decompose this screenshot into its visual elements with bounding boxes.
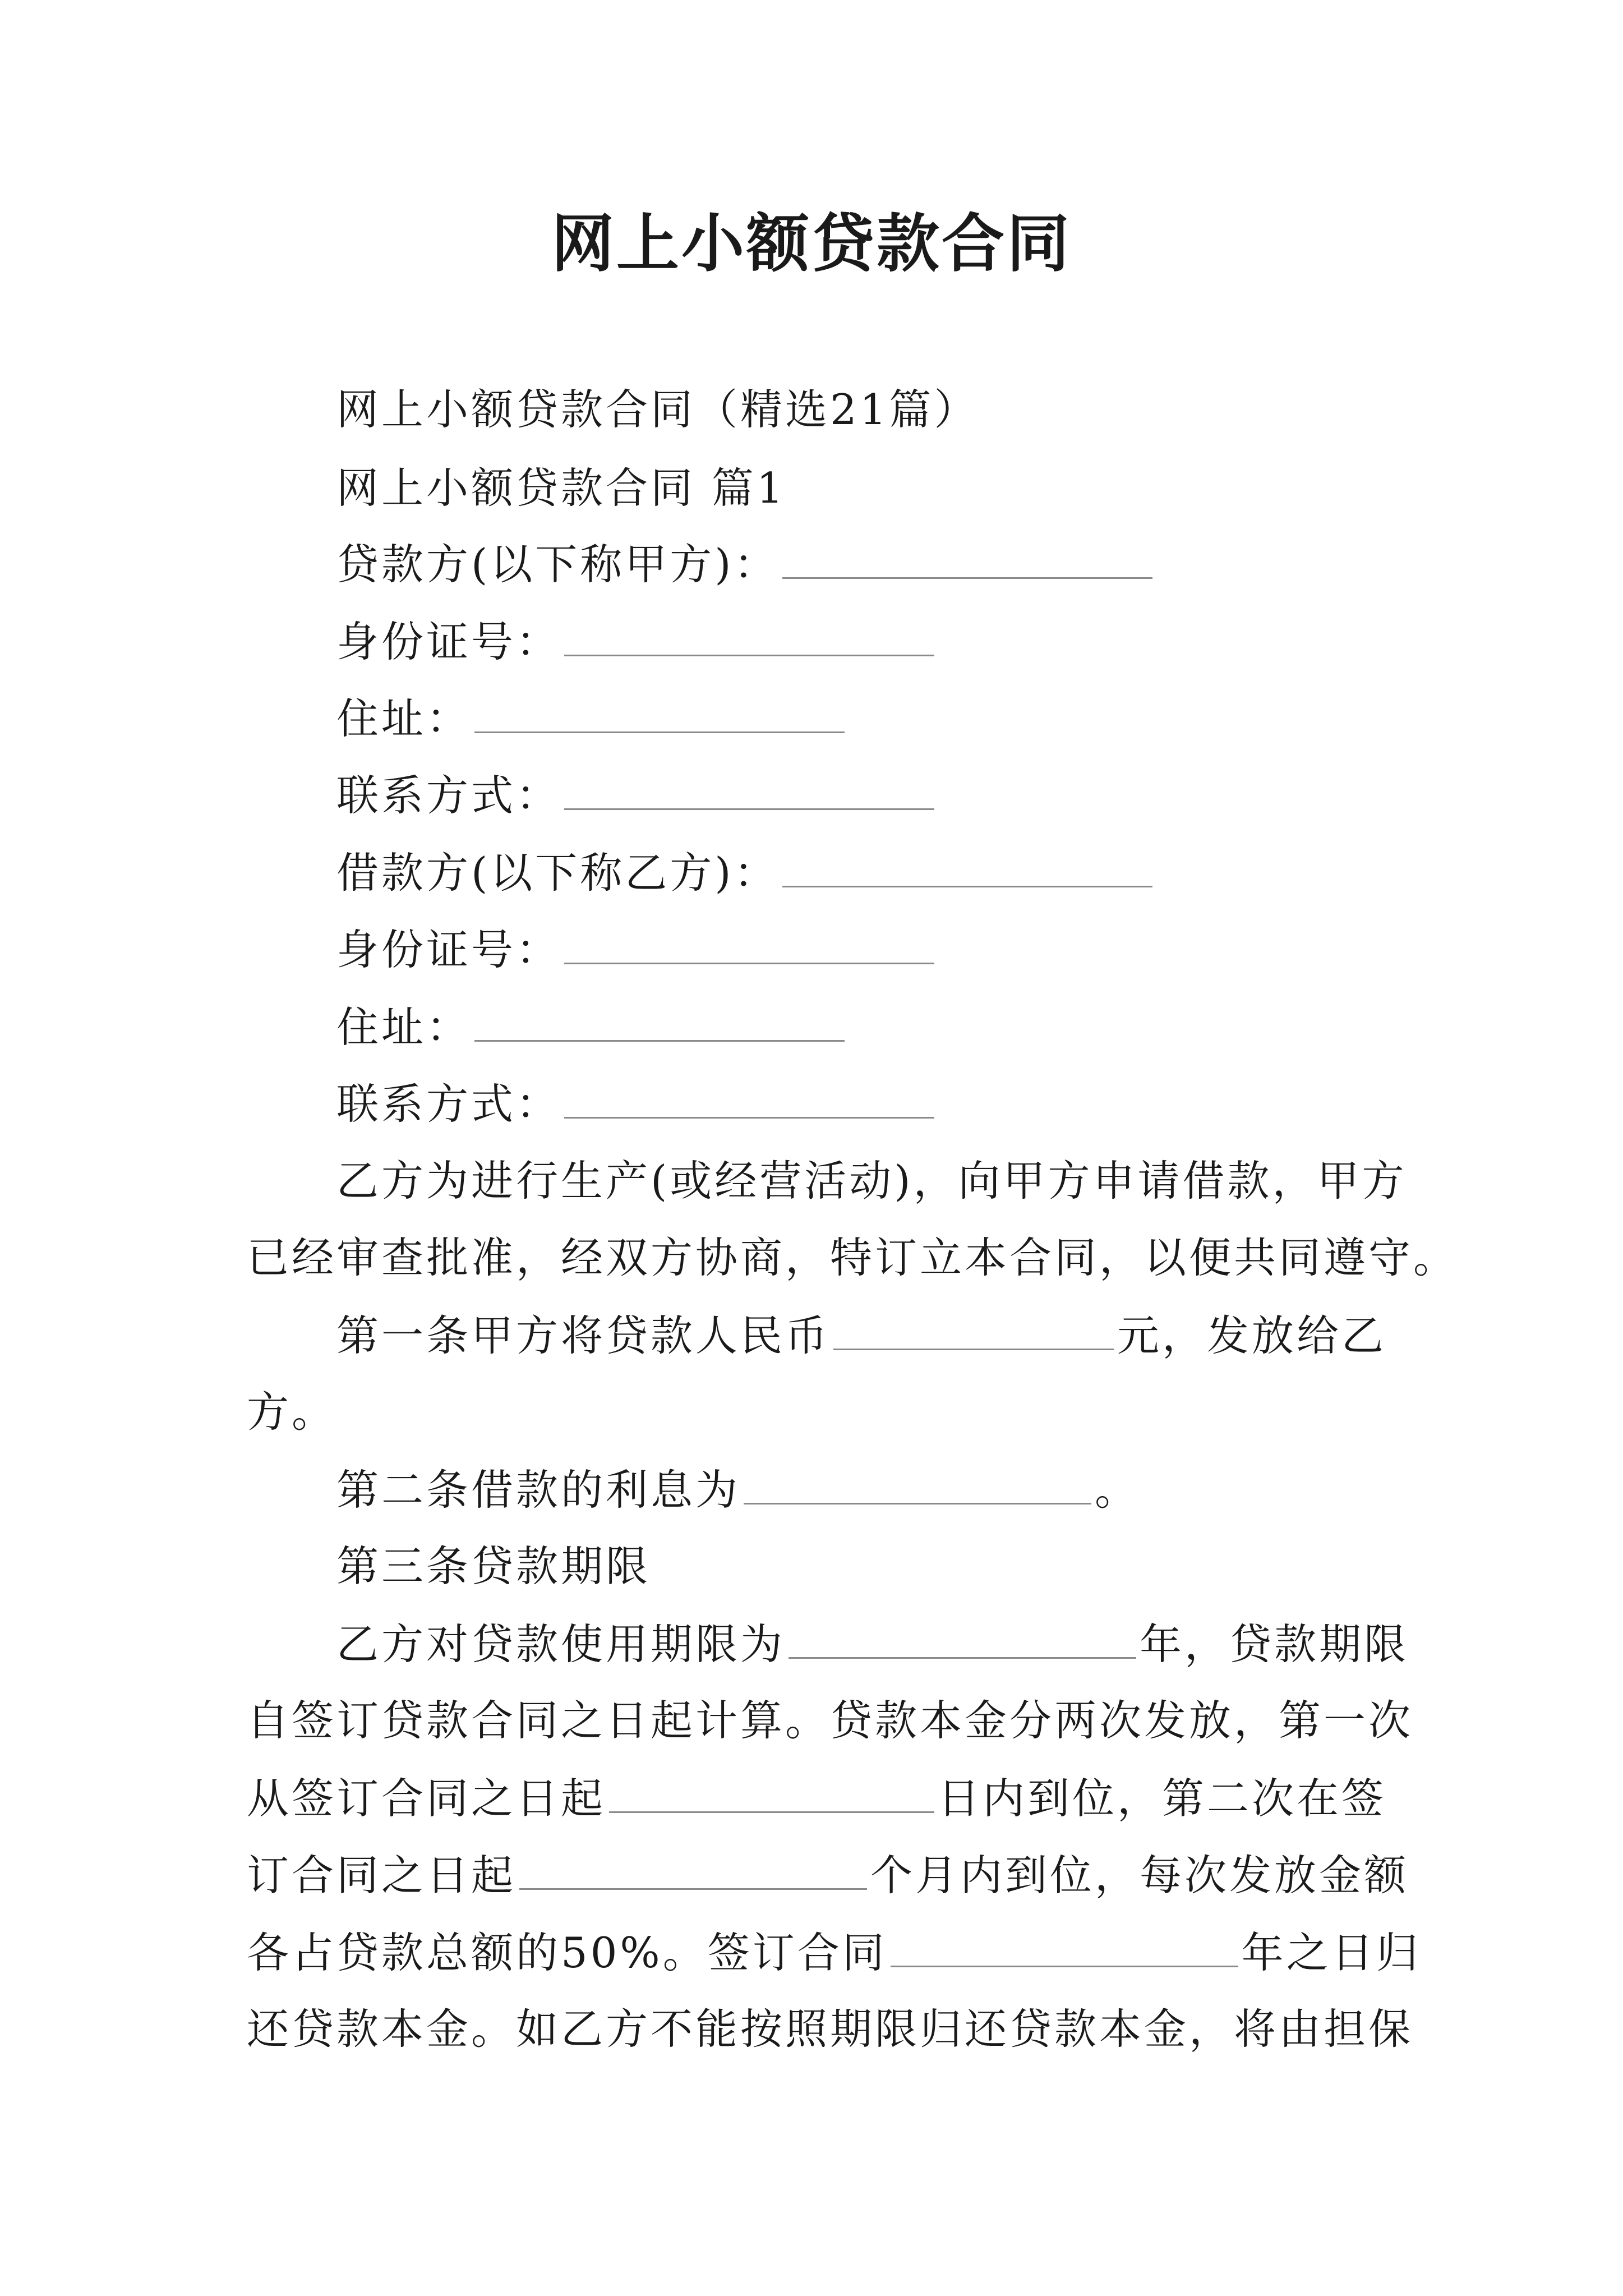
- lender-id-field: [336, 613, 938, 670]
- text-segment: 个月内到位，每次发放金额: [870, 1851, 1409, 1900]
- blank-line: [833, 1307, 1114, 1350]
- blank-line: [789, 1616, 1136, 1659]
- lender-contact-field: [336, 767, 938, 823]
- lender-name-field: [336, 536, 1156, 592]
- blank-line: [519, 1847, 867, 1890]
- article-1-line: [336, 1307, 1386, 1364]
- article-2-line: [336, 1461, 1140, 1518]
- field-label: 身份证号：: [336, 617, 561, 666]
- text-segment: 订合同之日起: [247, 1851, 517, 1900]
- text-segment: 各占贷款总额的50%。签订合同: [247, 1928, 887, 1977]
- article-3-line: [247, 1770, 1386, 1826]
- blank-line: [744, 1461, 1091, 1504]
- blank-line: [564, 1075, 934, 1119]
- text-segment: 第二条借款的利息为: [336, 1465, 741, 1515]
- article-3-line: [247, 1924, 1421, 1981]
- lender-address-field: [336, 690, 848, 747]
- paragraph-line: 还贷款本金。如乙方不能按照期限归还贷款本金，将由担保: [247, 2004, 1414, 2054]
- text-segment: 年之日归: [1241, 1928, 1421, 1977]
- paragraph-line: 自签订贷款合同之日起计算。贷款本金分两次发放，第一次: [247, 1696, 1414, 1745]
- blank-line: [782, 844, 1152, 887]
- blank-line: [474, 999, 845, 1042]
- text-segment: 第一条甲方将贷款人民币: [336, 1311, 831, 1360]
- blank-line: [564, 767, 934, 810]
- field-label: 联系方式：: [336, 771, 561, 820]
- text-segment: 。: [1095, 1465, 1140, 1515]
- text-segment: 元，发放给乙: [1117, 1311, 1387, 1360]
- blank-line: [609, 1770, 934, 1813]
- borrower-address-field: [336, 999, 848, 1055]
- article-3-heading: 第三条贷款期限: [336, 1542, 651, 1591]
- article-3-line: [247, 1847, 1409, 1903]
- field-label: 借款方(以下称乙方)：: [336, 848, 779, 898]
- paragraph-line: 方。: [247, 1387, 337, 1437]
- text-segment: 从签订合同之日起: [247, 1774, 606, 1823]
- section-heading: 网上小额贷款合同 篇1: [336, 463, 786, 513]
- text-segment: 日内到位，第二次在签: [938, 1774, 1387, 1823]
- article-3-line: [336, 1616, 1409, 1672]
- paragraph-line: 乙方为进行生产(或经营活动)，向甲方申请借款，甲方: [336, 1156, 1407, 1205]
- text-segment: 乙方对贷款使用期限为: [336, 1619, 786, 1669]
- blank-line: [564, 613, 934, 656]
- borrower-contact-field: [336, 1075, 938, 1132]
- field-label: 住址：: [336, 1002, 472, 1052]
- borrower-name-field: [336, 844, 1156, 901]
- blank-line: [782, 536, 1152, 579]
- field-label: 身份证号：: [336, 925, 561, 974]
- blank-line: [891, 1924, 1238, 1967]
- document-title: 网上小额贷款合同: [551, 207, 1072, 280]
- blank-line: [474, 690, 845, 733]
- field-label: 贷款方(以下称甲方)：: [336, 540, 779, 589]
- paragraph-line: 已经审查批准，经双方协商，特订立本合同，以便共同遵守。: [247, 1233, 1459, 1282]
- field-label: 住址：: [336, 694, 472, 743]
- field-label: 联系方式：: [336, 1079, 561, 1129]
- borrower-id-field: [336, 921, 938, 978]
- text-segment: 年，贷款期限: [1140, 1619, 1409, 1669]
- document-subtitle: 网上小额贷款合同（精选21篇）: [336, 385, 979, 434]
- blank-line: [564, 921, 934, 964]
